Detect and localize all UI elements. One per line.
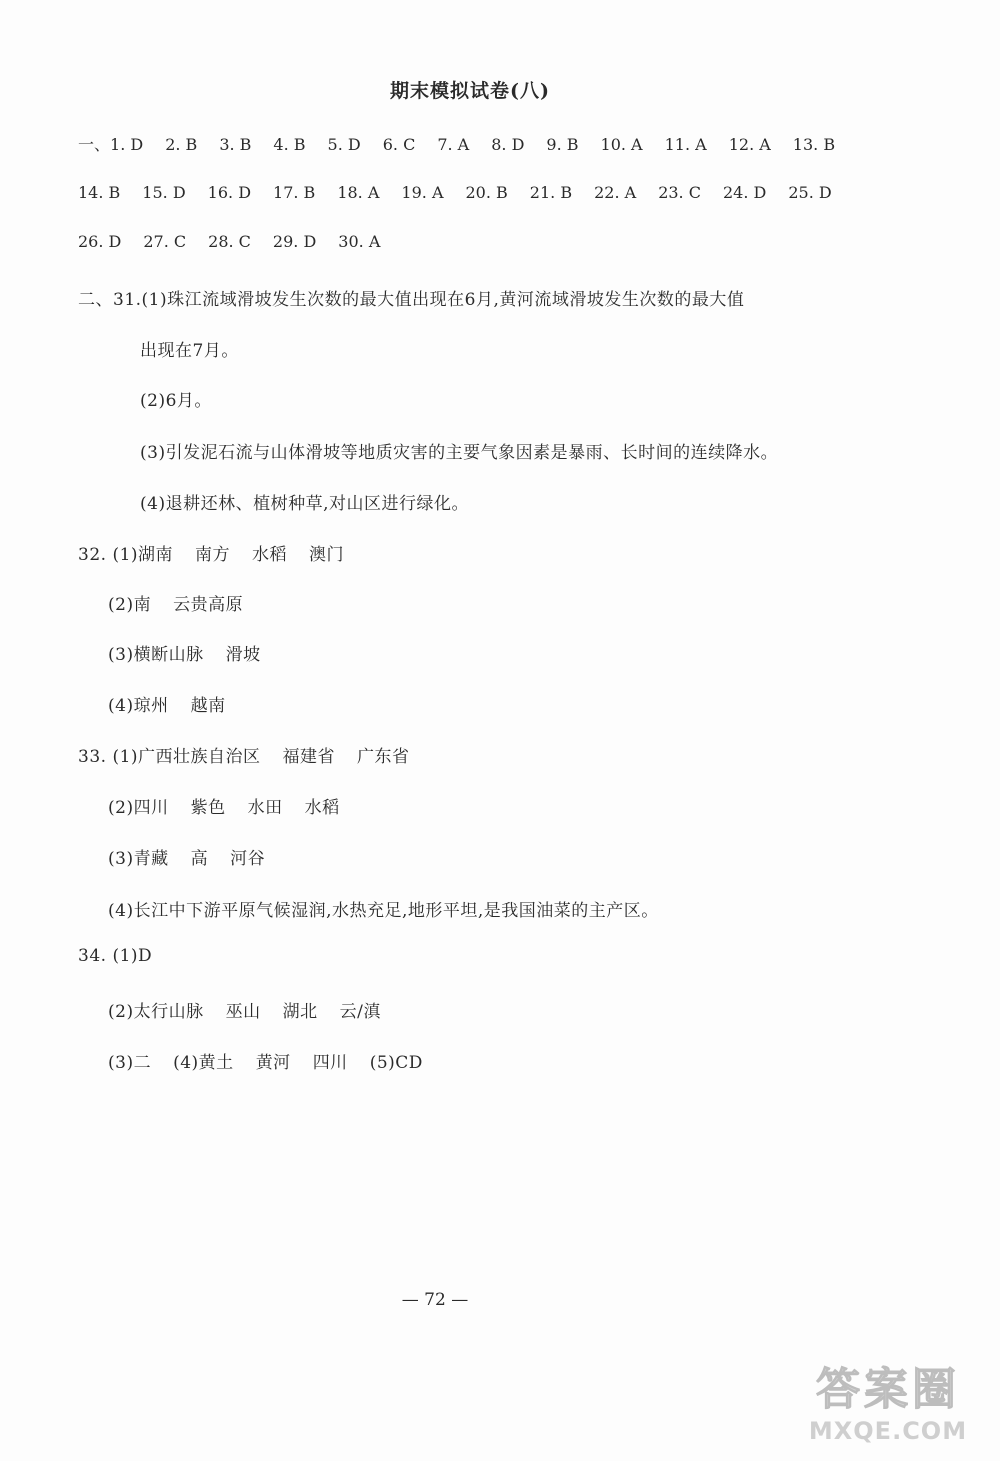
mc-answer: 20. B (465, 183, 508, 202)
mc-answer: 25. D (788, 183, 832, 202)
answer-segment: (2)四川 (108, 798, 169, 818)
answer-segment: (2)南 (108, 595, 152, 615)
page-title: 期末模拟试卷(八) (390, 80, 550, 102)
mc-answer: 13. B (792, 135, 836, 154)
answer-segment: 云贵高原 (173, 595, 244, 615)
answer-segment: 河谷 (230, 849, 266, 869)
page-number: — 72 — (401, 1290, 469, 1310)
q32-answer-4 (108, 691, 248, 716)
answer-segment: 滑坡 (225, 645, 261, 665)
mc-answer: 2. B (165, 135, 198, 154)
answer-segment: 澳门 (309, 545, 345, 565)
mc-answer: 22. A (594, 183, 637, 202)
mc-answer: 1. D (110, 135, 144, 154)
mc-answer: 29. D (272, 232, 317, 251)
answer-segment: 福建省 (282, 747, 336, 767)
mc-answer: 17. B (273, 183, 316, 202)
answer-segment: 33. (1)广西壮族自治区 (78, 747, 261, 767)
mc-answer: 24. D (722, 183, 767, 202)
q31-answer-1 (78, 285, 744, 310)
q31-prefix: 二、31. (78, 290, 142, 310)
watermark-logo (788, 1353, 988, 1453)
q31-answer-1-line-2: 出现在7月。 (140, 341, 239, 361)
mc-answer: 3. B (219, 135, 252, 154)
answer-segment: 南方 (195, 545, 231, 565)
watermark-url: MXQE.COM (808, 1417, 968, 1445)
q33-answer-4: (4)长江中下游平原气候湿润,水热充足,地形平坦,是我国油菜的主产区。 (108, 901, 659, 921)
mc-answer: 28. C (208, 232, 251, 251)
mc-answer: 19. A (401, 183, 444, 202)
q31-answer-1-line-1: (1)珠江流域滑坡发生次数的最大值出现在6月,黄河流域滑坡发生次数的最大值 (141, 290, 745, 310)
mc-answer: 5. D (327, 135, 361, 154)
answer-segment: (3)二 (108, 1053, 152, 1073)
mc-answer: 9. B (546, 135, 579, 154)
answer-segment: (2)太行山脉 (108, 1002, 204, 1022)
q34-answer-2 (108, 997, 403, 1022)
answer-segment: (3)横断山脉 (108, 645, 204, 665)
mc-answer: 11. A (664, 135, 707, 154)
mc-answer: 12. A (728, 135, 771, 154)
q32-answer-1 (78, 540, 366, 565)
answer-segment: (3)青藏 (108, 849, 169, 869)
mc-row-1 (78, 132, 857, 156)
q33-answer-3 (108, 844, 287, 869)
q32-answer-3 (108, 640, 283, 665)
mc-answer: 8. D (491, 135, 525, 154)
answer-segment: (4)黄土 (173, 1053, 234, 1073)
mc-row-2 (78, 183, 854, 207)
mc-answer: 27. C (143, 232, 187, 251)
answer-segment: 水田 (247, 798, 283, 818)
answer-segment: 高 (190, 849, 209, 869)
q33-answer-1 (78, 742, 432, 767)
section-1-prefix: 一、 (78, 135, 111, 154)
answer-segment: (5)CD (369, 1053, 423, 1073)
mc-answer: 6. C (382, 135, 416, 154)
mc-answer: 23. C (658, 183, 701, 202)
answer-segment: 水稻 (304, 798, 340, 818)
mc-answer: 26. D (78, 232, 122, 251)
q32-answer-2 (108, 590, 265, 615)
mc-row-3 (78, 232, 402, 256)
q33-answer-2 (108, 793, 362, 818)
answer-segment: 32. (1)湖南 (78, 545, 174, 565)
q31-answer-4: (4)退耕还林、植树种草,对山区进行绿化。 (140, 494, 469, 514)
mc-answer: 7. A (437, 135, 470, 154)
answer-segment: 云/滇 (339, 1002, 381, 1022)
mc-answer: 30. A (338, 232, 381, 251)
answer-segment: (4)琼州 (108, 696, 169, 716)
answer-segment: 巫山 (225, 1002, 261, 1022)
mc-answer: 14. B (78, 183, 121, 202)
answer-segment: 水稻 (252, 545, 288, 565)
answer-segment: 四川 (312, 1053, 348, 1073)
mc-answer: 21. B (529, 183, 573, 202)
mc-answer: 10. A (600, 135, 643, 154)
mc-answer: 16. D (207, 183, 252, 202)
q31-answer-3: (3)引发泥石流与山体滑坡等地质灾害的主要气象因素是暴雨、长时间的连续降水。 (140, 443, 779, 463)
answer-segment: 紫色 (190, 798, 226, 818)
q34-answer-1: 34. (1)D (78, 946, 153, 966)
answer-segment: 越南 (190, 696, 226, 716)
mc-answer: 15. D (142, 183, 186, 202)
answer-segment: 湖北 (282, 1002, 318, 1022)
answer-segment: 黄河 (255, 1053, 291, 1073)
mc-answer: 18. A (337, 183, 380, 202)
answer-segment: 广东省 (357, 747, 410, 767)
q31-answer-2: (2)6月。 (140, 391, 212, 411)
watermark-text: 答案圈 (816, 1364, 960, 1415)
q34-answer-3 (108, 1048, 445, 1073)
mc-answer: 4. B (273, 135, 306, 154)
